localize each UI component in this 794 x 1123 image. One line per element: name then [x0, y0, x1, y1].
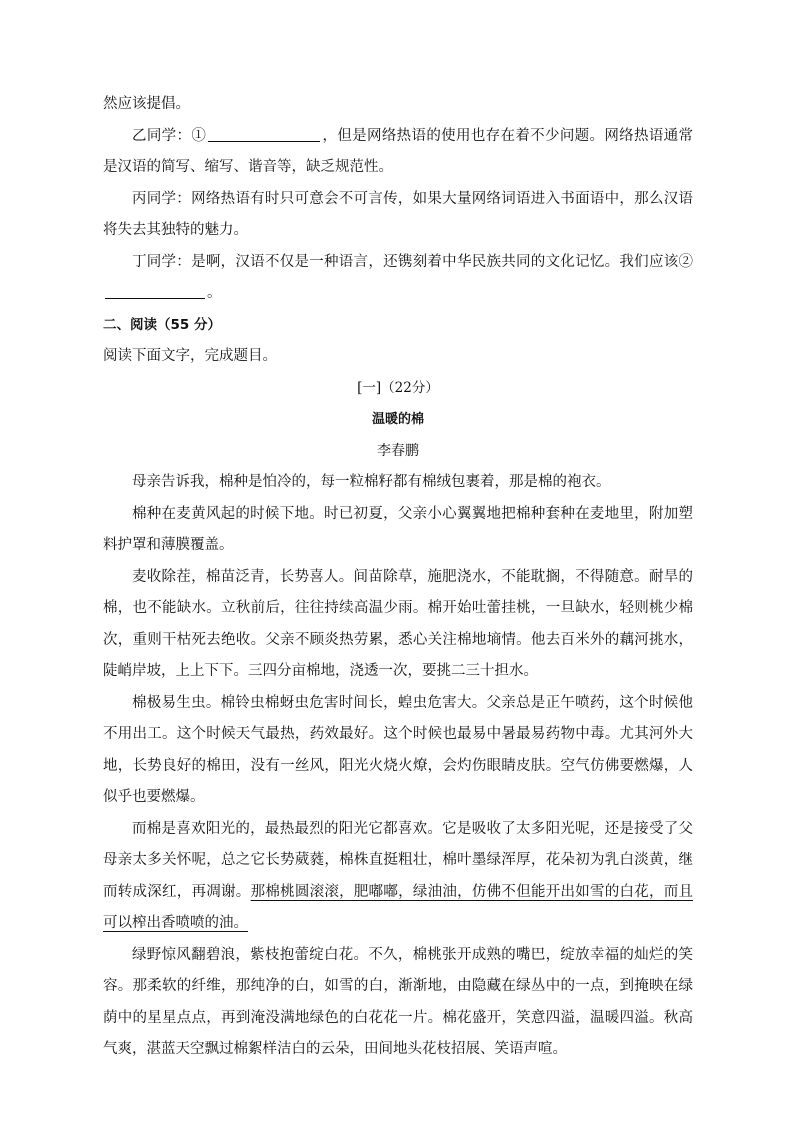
student-yi-text: ，但是网络热语的使用也存在着不少问题。网络热语通常是汉语的简写、缩写、谐音等，缺乏规范性。 [103, 127, 694, 175]
article-paragraph-5 [103, 814, 693, 940]
student-yi-prefix: 乙同学：① [132, 127, 207, 144]
article-paragraph-2: 棉种在麦黄风起的时候下地。时已初夏，父亲小心翼翼地把棉种套种在麦地里，附加塑料护罩和薄膜覆盖。 [103, 505, 693, 553]
document-page [103, 89, 693, 1066]
article-paragraph-4: 棉极易生虫。棉铃虫棉蚜虫危害时间长，蝗虫危害大。父亲总是正午喷药，这个时候他不用出工。这个时候天气最热，药效最好。这个时候也最易中暑最易药物中毒。尤其河外大地，长势良好的棉田，没有一丝风，阳光火烧火燎，会灼伤眼睛皮肤。空气仿佛要燃爆，人似乎也要燃爆。 [103, 694, 693, 805]
paragraph-continuation: 然应该提倡。 [103, 96, 190, 112]
article-author: 李春鹏 [377, 442, 419, 459]
article-paragraph-1: 母亲告诉我，棉种是怕冷的，每一粒棉籽都有棉绒包裹着，那是棉的袍衣。 [132, 474, 611, 490]
article-paragraph-5-text: 而棉是喜欢阳光的，最热最烈的阳光它都喜欢。它是吸收了太多阳光呢，还是接受了父母亲太多关怀呢，总之它长势葳蕤，棉株直挺粗壮，棉叶墨绿浑厚，花朵初为乳白淡黄，继而转成深红，再凋谢。 [103, 820, 693, 900]
paragraph-student-bing: 丙同学：网络热语有时只可意会不可言传，如果大量网络词语进入书面语中，那么汉语将失去其独特的魅力。 [103, 190, 693, 238]
underlined-sentence: 那棉桃圆滚滚，肥嘟嘟，绿油油，仿佛不但能开出如雪的白花，而且可以榨出香喷喷的油。 [103, 883, 694, 931]
section-heading: 二、阅读（55 分） [103, 316, 221, 333]
reading-instruction: 阅读下面文字，完成题目。 [103, 348, 277, 364]
student-ding-end: 。 [207, 285, 222, 301]
student-ding-text: 丁同学：是啊，汉语不仅是一种语言，还镌刻着中华民族共同的文化记忆。我们应该 [132, 253, 679, 270]
part-label: [一]（22分） [357, 379, 439, 396]
circle-number-2: ② [678, 253, 693, 270]
paragraph-student-ding [103, 247, 693, 310]
answer-blank-2[interactable] [105, 282, 205, 299]
answer-blank-1[interactable] [208, 125, 320, 142]
paragraph-student-yi [103, 121, 693, 184]
article-paragraph-6: 绿野惊风翻碧浪，紫枝抱蕾绽白花。不久，棉桃张开成熟的嘴巴，绽放幸福的灿烂的笑容。那柔软的纤维，那纯净的白，如雪的白，渐渐地，由隐藏在绿丛中的一点，到掩映在绿荫中的星星点点，再到淹没满地绿色的白花花一片。棉花盛开，笑意四溢，温暖四溢。秋高气爽，湛蓝天空飘过棉絮样洁白的云朵，田间地头花枝招展、笑语声喧。 [103, 946, 693, 1057]
article-title: 温暖的棉 [371, 412, 424, 427]
article-paragraph-3: 麦收除茬，棉苗泛青，长势喜人。间苗除草，施肥浇水，不能耽搁，不得随意。耐旱的棉，也不能缺水。立秋前后，往往持续高温少雨。棉开始吐蕾挂桃，一旦缺水，轻则桃少棉次，重则干枯死去绝收。父亲不顾炎热劳累，悉心关注棉地墒情。他去百米外的藕河挑水，陡峭岸坡，上上下下。三四分亩棉地，浇透一次，要挑二三十担水。 [103, 568, 693, 679]
